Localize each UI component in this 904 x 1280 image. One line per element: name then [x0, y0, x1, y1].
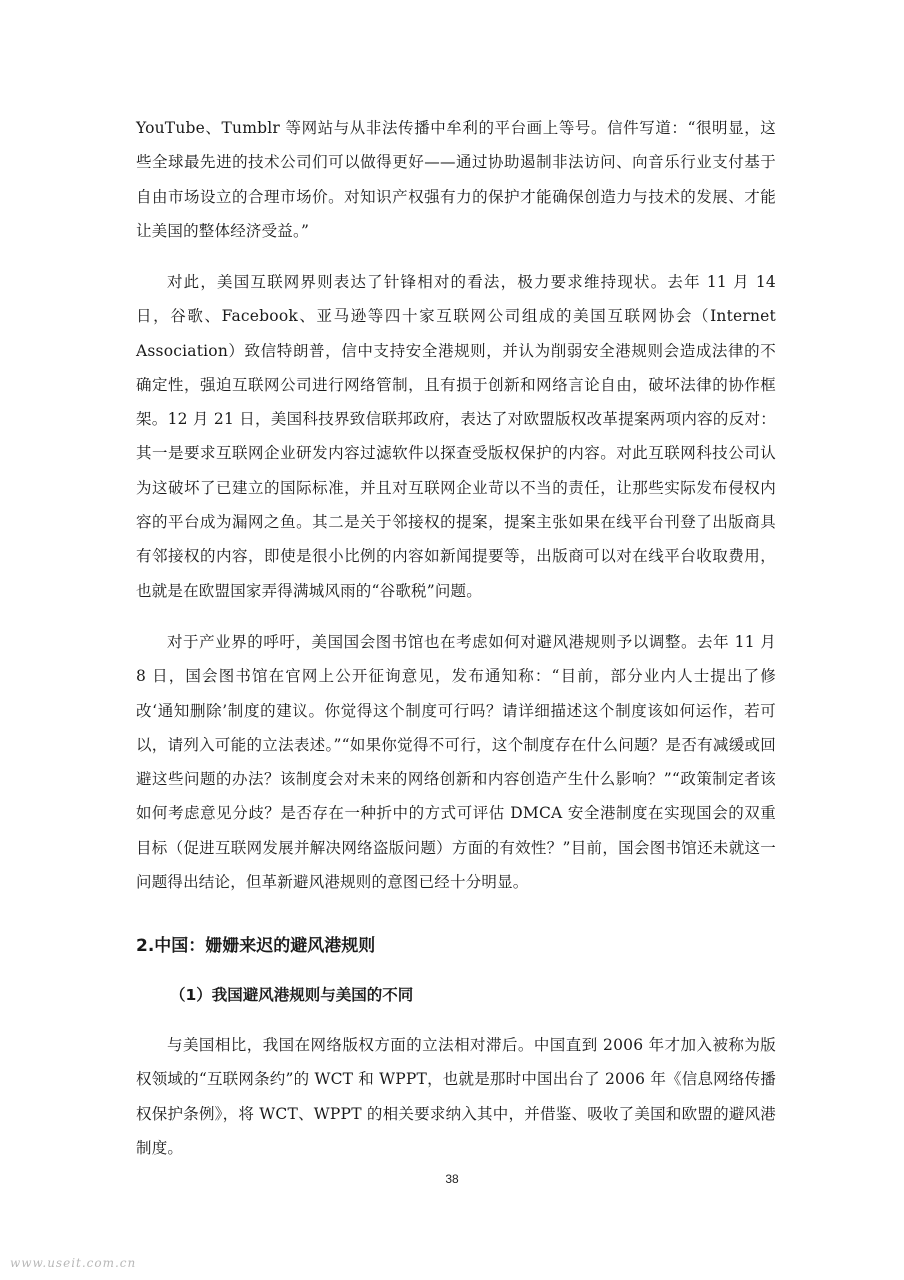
paragraph-continuation: YouTube、Tumblr 等网站与从非法传播中牟利的平台画上等号。信件写道：“很明显，这些全球最先进的技术公司们可以做得更好——通过协助遏制非法访问、向音乐行业支付基于自由市场设立的合理市场价。对知识产权强有力的保护才能确保创造力与技术的发展、才能让美国的整体经济受益。” [136, 119, 776, 240]
watermark: www.useit.com.cn [10, 1256, 137, 1270]
page-number: 38 [445, 1172, 459, 1186]
paragraph-library-of-congress: 对于产业界的呼吁，美国国会图书馆也在考虑如何对避风港规则予以调整。去年 11 月 8 日，国会图书馆在官网上公开征询意见，发布通知称：“目前，部分业内人士提出了修改‘通知删除’制度的建议。你觉得这个制度可行吗？请详细描述这个制度该如何运作，若可以，请列入可能的立法表述。”“如果你觉得不可行，这个制度存在什么问题？是否有减缓或回避这些问题的办法？该制度会对未来的网络创新和内容创造产生什么影响？”“政策制定者该如何考虑意见分歧？是否存在一种折中的方式可评估 DMCA 安全港制度在实现国会的双重目标（促进互联网发展并解决网络盗版问题）方面的有效性？”目前，国会图书馆还未就这一问题得出结论，但革新避风港规则的意图已经十分明显。 [136, 633, 776, 892]
paragraph-internet-industry-response: 对此，美国互联网界则表达了针锋相对的看法，极力要求维持现状。去年 11 月 14 日，谷歌、Facebook、亚马逊等四十家互联网公司组成的美国互联网协会（Internet Association）致信特朗普，信中支持安全港规则，并认为削弱安全港规则会造成法律的不确定性，强迫互联网公司进行网络管制，且有损于创新和网络言论自由，破坏法律的协作框架。12 月 21 日，美国科技界致信联邦政府，表达了对欧盟版权改革提案两项内容的反对：其一是要求互联网企业研发内容过滤软件以探查受版权保护的内容。对此互联网科技公司认为这破坏了已建立的国际标准，并且对互联网企业苛以不当的责任，让那些实际发布侵权内容的平台成为漏网之鱼。其二是关于邻接权的提案，提案主张如果在线平台刊登了出版商具有邻接权的内容，即使是很小比例的内容如新闻提要等，出版商可以对在线平台收取费用，也就是在欧盟国家弄得满城风雨的“谷歌税”问题。 [136, 273, 776, 600]
section-heading-china: 2.中国：姗姗来迟的避风港规则 [136, 936, 376, 956]
paragraph-china-legislation: 与美国相比，我国在网络版权方面的立法相对滞后。中国直到 2006 年才加入被称为版权领域的“互联网条约”的 WCT 和 WPPT，也就是那时中国出台了 2006 年《信息网络传播权保护条例》，将 WCT、WPPT 的相关要求纳入其中，并借鉴、吸收了美国和欧盟的避风港制度。 [136, 1036, 776, 1157]
subsection-heading-differences: （1）我国避风港规则与美国的不同 [170, 986, 414, 1004]
